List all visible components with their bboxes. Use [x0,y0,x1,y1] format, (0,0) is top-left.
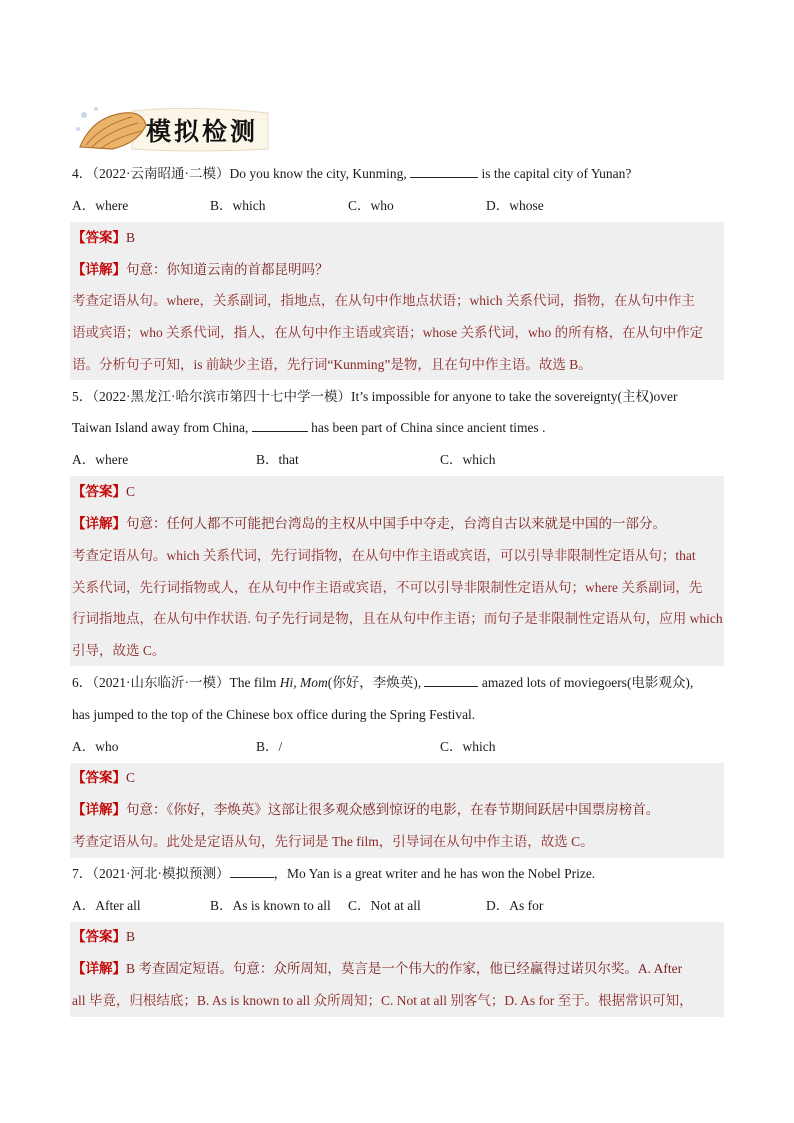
q5-option-a: A．where [72,452,129,467]
q6-detail-text-1: 句意：《你好，李焕英》这部让很多观众感到惊讶的电影，在春节期间跃居中国票房榜首。 [126,802,660,817]
q4-detail-label: 【详解】 [72,262,126,277]
q6-stem-line-1 [72,673,693,693]
q6-option-b: B．/ [256,739,283,754]
q7-option-b: B．As is known to all [210,898,331,913]
q5-detail-line-5: 引导，故选 C。 [72,643,166,658]
q7-detail-line-1 [72,959,682,979]
q5-stem-post: has been part of China since ancient times . [307,420,546,435]
q4-detail-text-1: 句意：你知道云南的首都昆明吗？ [126,262,329,277]
q5-detail-text-1: 句意：任何人都不可能把台湾岛的主权从中国手中夺走，台湾自古以来就是中国的一部分。 [126,516,666,531]
q4-detail-line-3: 语或宾语；who 关系代词，指人，在从句中作主语或宾语；whose 关系代词，who 的所有格，在从句中作定 [72,325,704,340]
q6-detail-label: 【详解】 [72,802,126,817]
q6-film-title: Hi, Mom [279,675,328,690]
q4-answer-value: B [126,230,136,245]
q4-detail-line-1 [72,260,329,280]
q4-option-b: B．which [210,198,266,213]
q7-detail-line-2: all 毕竟，归根结底；B. As is known to all 众所周知；C. Not at all 别客气；D. As for 至于。根据常识可知， [72,993,693,1008]
q5-answer-box [70,476,724,666]
q7-detail-label: 【详解】 [72,961,126,976]
q5-detail-label: 【详解】 [72,516,126,531]
q6-answer [72,768,135,788]
q4-stem-post: is the capital city of Yunan? [478,166,632,181]
q7-answer [72,927,135,947]
q5-option-b: B．that [256,452,299,467]
q7-answer-label: 【答案】 [72,929,126,944]
q5-detail-line-3: 关系代词，先行词指物或人，在从句中作主语或宾语，不可以引导非限制性定语从句；where 关系副词，先 [72,580,703,595]
q7-option-c: C．Not at all [348,898,421,913]
q5-answer-value: C [126,484,136,499]
q6-option-c: C．which [440,739,496,754]
q7-stem [72,864,595,884]
q6-stem-post: amazed lots of moviegoers(电影观众), [478,675,694,690]
q5-detail-line-4: 行词指地点，在从句中作状语. 句子先行词是物，且在从句中作主语；而句子是非限制性定语从句，应用 which [72,611,723,626]
q6-stem-mid: (你好，李焕英), [327,675,425,690]
q6-option-a: A．who [72,739,119,754]
q6-blank [424,674,478,687]
q4-answer [72,228,135,248]
section-title: 模拟检测 [146,117,259,146]
q5-stem-pre: Taiwan Island away from China, [72,420,252,435]
q4-blank [410,165,478,178]
q4-detail-line-4: 语。分析句子可知，is 前缺少主语，先行词“Kunming”是物，且在句中作主语。故选 B。 [72,357,592,372]
q6-stem-line-2: has jumped to the top of the Chinese box office during the Spring Festival. [72,707,476,722]
q7-option-d: D．As for [486,898,544,913]
q5-detail-line-2: 考查定语从句。which 关系代词，先行词指物，在从句中作主语或宾语，可以引导非限制性定语从句；that [72,548,696,563]
q5-option-c: C．which [440,452,496,467]
q4-option-d: D．whose [486,198,544,213]
q6-detail-line-1 [72,800,659,820]
q7-option-a: A．After all [72,898,141,913]
q5-detail-line-1 [72,514,666,534]
q4-stem-pre: 4．（2022·云南昭通·二模）Do you know the city, Kunming, [72,166,411,181]
q6-detail-line-2: 考查定语从句。此处是定语从句，先行词是 The film，引导词在从句中作主语，故选 C。 [72,834,594,849]
q6-answer-value: C [126,770,136,785]
q5-stem-line-2 [72,418,545,438]
q5-blank [252,419,308,432]
q5-stem-line-1: 5．（2022·黑龙江·哈尔滨市第四十七中学一模）It’s impossible for anyone to take the sovereignty(主权)over [72,389,678,404]
q4-option-a: A．where [72,198,129,213]
q7-blank [230,865,274,878]
q5-answer-label: 【答案】 [72,484,126,499]
question-4-stem [72,164,631,184]
q4-option-c: C．who [348,198,394,213]
q4-answer-label: 【答案】 [72,230,126,245]
q6-stem-pre: 6．（2021·山东临沂·一模）The film [72,675,280,690]
q5-answer [72,482,135,502]
q7-stem-post: ，Mo Yan is a great writer and he has won the Nobel Prize. [273,866,596,881]
q6-answer-label: 【答案】 [72,770,126,785]
q7-answer-value: B [126,929,136,944]
q7-stem-pre: 7．（2021·河北·模拟预测） [72,866,230,881]
q4-detail-line-2: 考查定语从句。where，关系副词，指地点，在从句中作地点状语；which 关系代词，指物，在从句中作主 [72,293,695,308]
q7-detail-text-1: B 考查固定短语。句意：众所周知，莫言是一个伟大的作家，他已经赢得过诺贝尔奖。A. After [126,961,683,976]
